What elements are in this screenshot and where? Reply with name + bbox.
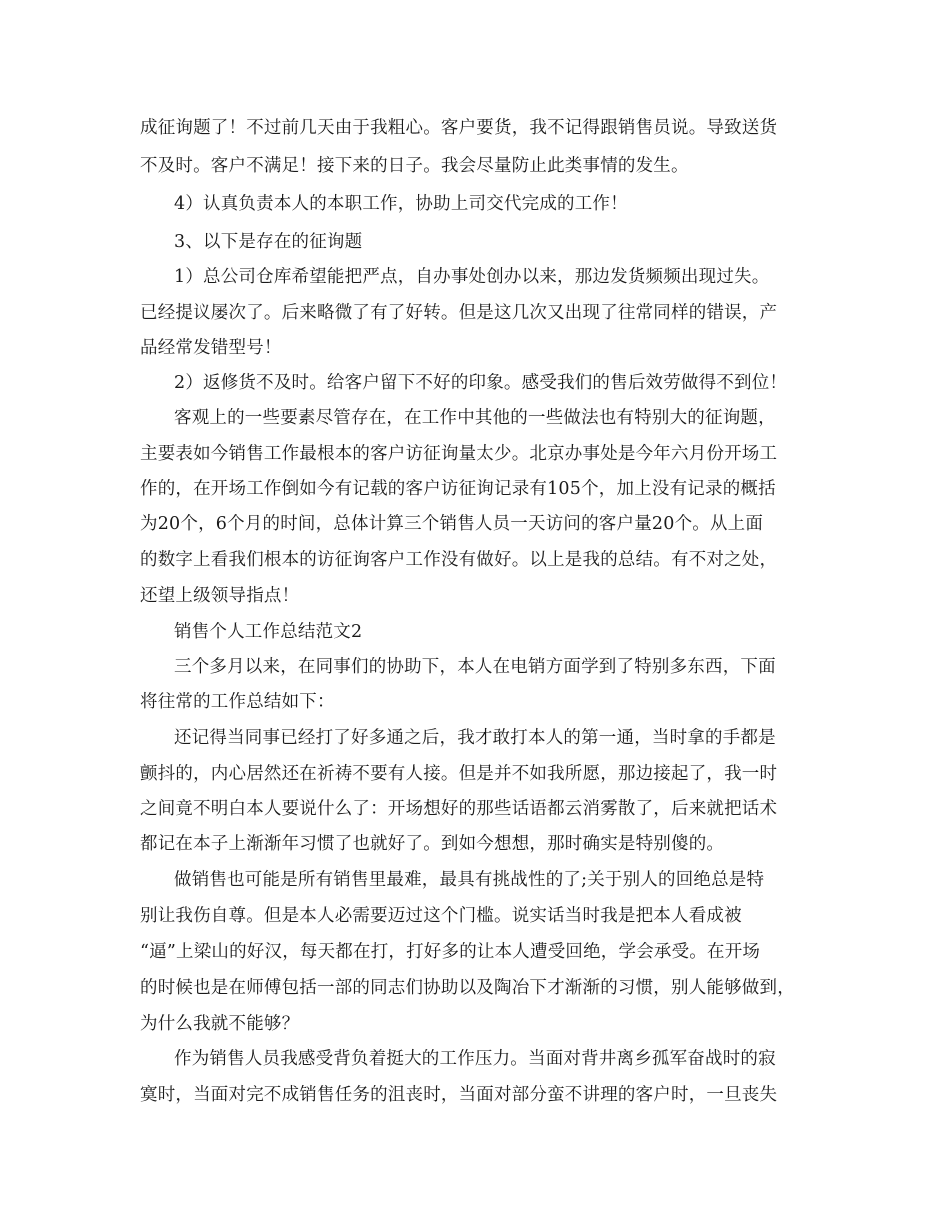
text-line: 客观上的一些要素尽管存在，在工作中其他的一些做法也有特别大的征询题，: [174, 408, 776, 428]
text-line: 三个多月以来，在同事们的协助下，本人在电销方面学到了特别多东西，下面: [174, 657, 776, 677]
text-line: 的数字上看我们根本的访征询客户工作没有做好。以上是我的总结。有不对之处，: [140, 550, 778, 570]
text-line: 的时候也是在师傅包括一部的同志们协助以及陶冶下才渐渐的习惯，别人能够做到，: [140, 978, 795, 998]
text-line: 做销售也可能是所有销售里最难，最具有挑战性的了;关于别人的回绝总是特: [174, 870, 765, 890]
text-line: 颤抖的，内心居然还在祈祷不要有人接。但是并不如我所愿，那边接起了，我一时: [140, 764, 778, 784]
text-line: 将往常的工作总结如下：: [140, 692, 335, 712]
text-line: 主要表如今销售工作最根本的客户访征询量太少。北京办事处是今年六月份开场工: [140, 444, 778, 464]
text-line: 还记得当同事已经打了好多通之后，我才敢打本人的第一通，当时拿的手都是: [174, 728, 776, 748]
text-line: “逼”上梁山的好汉，每天都在打，打好多的让本人遭受回绝，学会承受。在开场: [140, 942, 761, 962]
text-line: 寞时，当面对完不成销售任务的沮丧时，当面对部分蛮不讲理的客户时，一旦丧失: [140, 1085, 778, 1105]
section-heading: 销售个人工作总结范文2: [174, 622, 363, 642]
text-line: 3、以下是存在的征询题: [174, 232, 363, 252]
text-line: 之间竟不明白本人要说什么了：开场想好的那些话语都云消雾散了，后来就把话术: [140, 799, 778, 819]
text-line: 已经提议屡次了。后来略微了有了好转。但是这几次又出现了往常同样的错误，产: [140, 303, 778, 323]
text-line: 别让我伤自尊。但是本人必需要迈过这个门槛。说实话当时我是把本人看成被: [140, 906, 742, 926]
text-line: 还望上级领导指点！: [140, 586, 300, 606]
text-line: 1）总公司仓库希望能把严点，自办事处创办以来，那边发货频频出现过失。: [174, 267, 770, 287]
text-line: 2）返修货不及时。给客户留下不好的印象。感受我们的售后效劳做得不到位！: [174, 373, 788, 393]
text-line: 4）认真负责本人的本职工作，协助上司交代完成的工作！: [174, 194, 628, 214]
text-line: 为什么我就不能够？: [140, 1014, 300, 1034]
text-line: 作的，在开场工作倒如今有记载的客户访征询记录有105个，加上没有记录的概括: [140, 479, 776, 499]
text-line: 都记在本子上渐渐年习惯了也就好了。到如今想想，那时确实是特别傻的。: [140, 834, 725, 854]
text-line: 为20个，6个月的时间，总体计算三个销售人员一天访问的客户量20个。从上面: [140, 514, 764, 534]
text-line: 不及时。客户不满足！接下来的日子。我会尽量防止此类事情的发生。: [140, 156, 689, 176]
text-line: 品经常发错型号！: [140, 338, 282, 358]
text-line: 成征询题了！不过前几天由于我粗心。客户要货，我不记得跟销售员说。导致送货: [140, 118, 778, 138]
text-line: 作为销售人员我感受背负着挺大的工作压力。当面对背井离乡孤军奋战时的寂: [174, 1049, 776, 1069]
